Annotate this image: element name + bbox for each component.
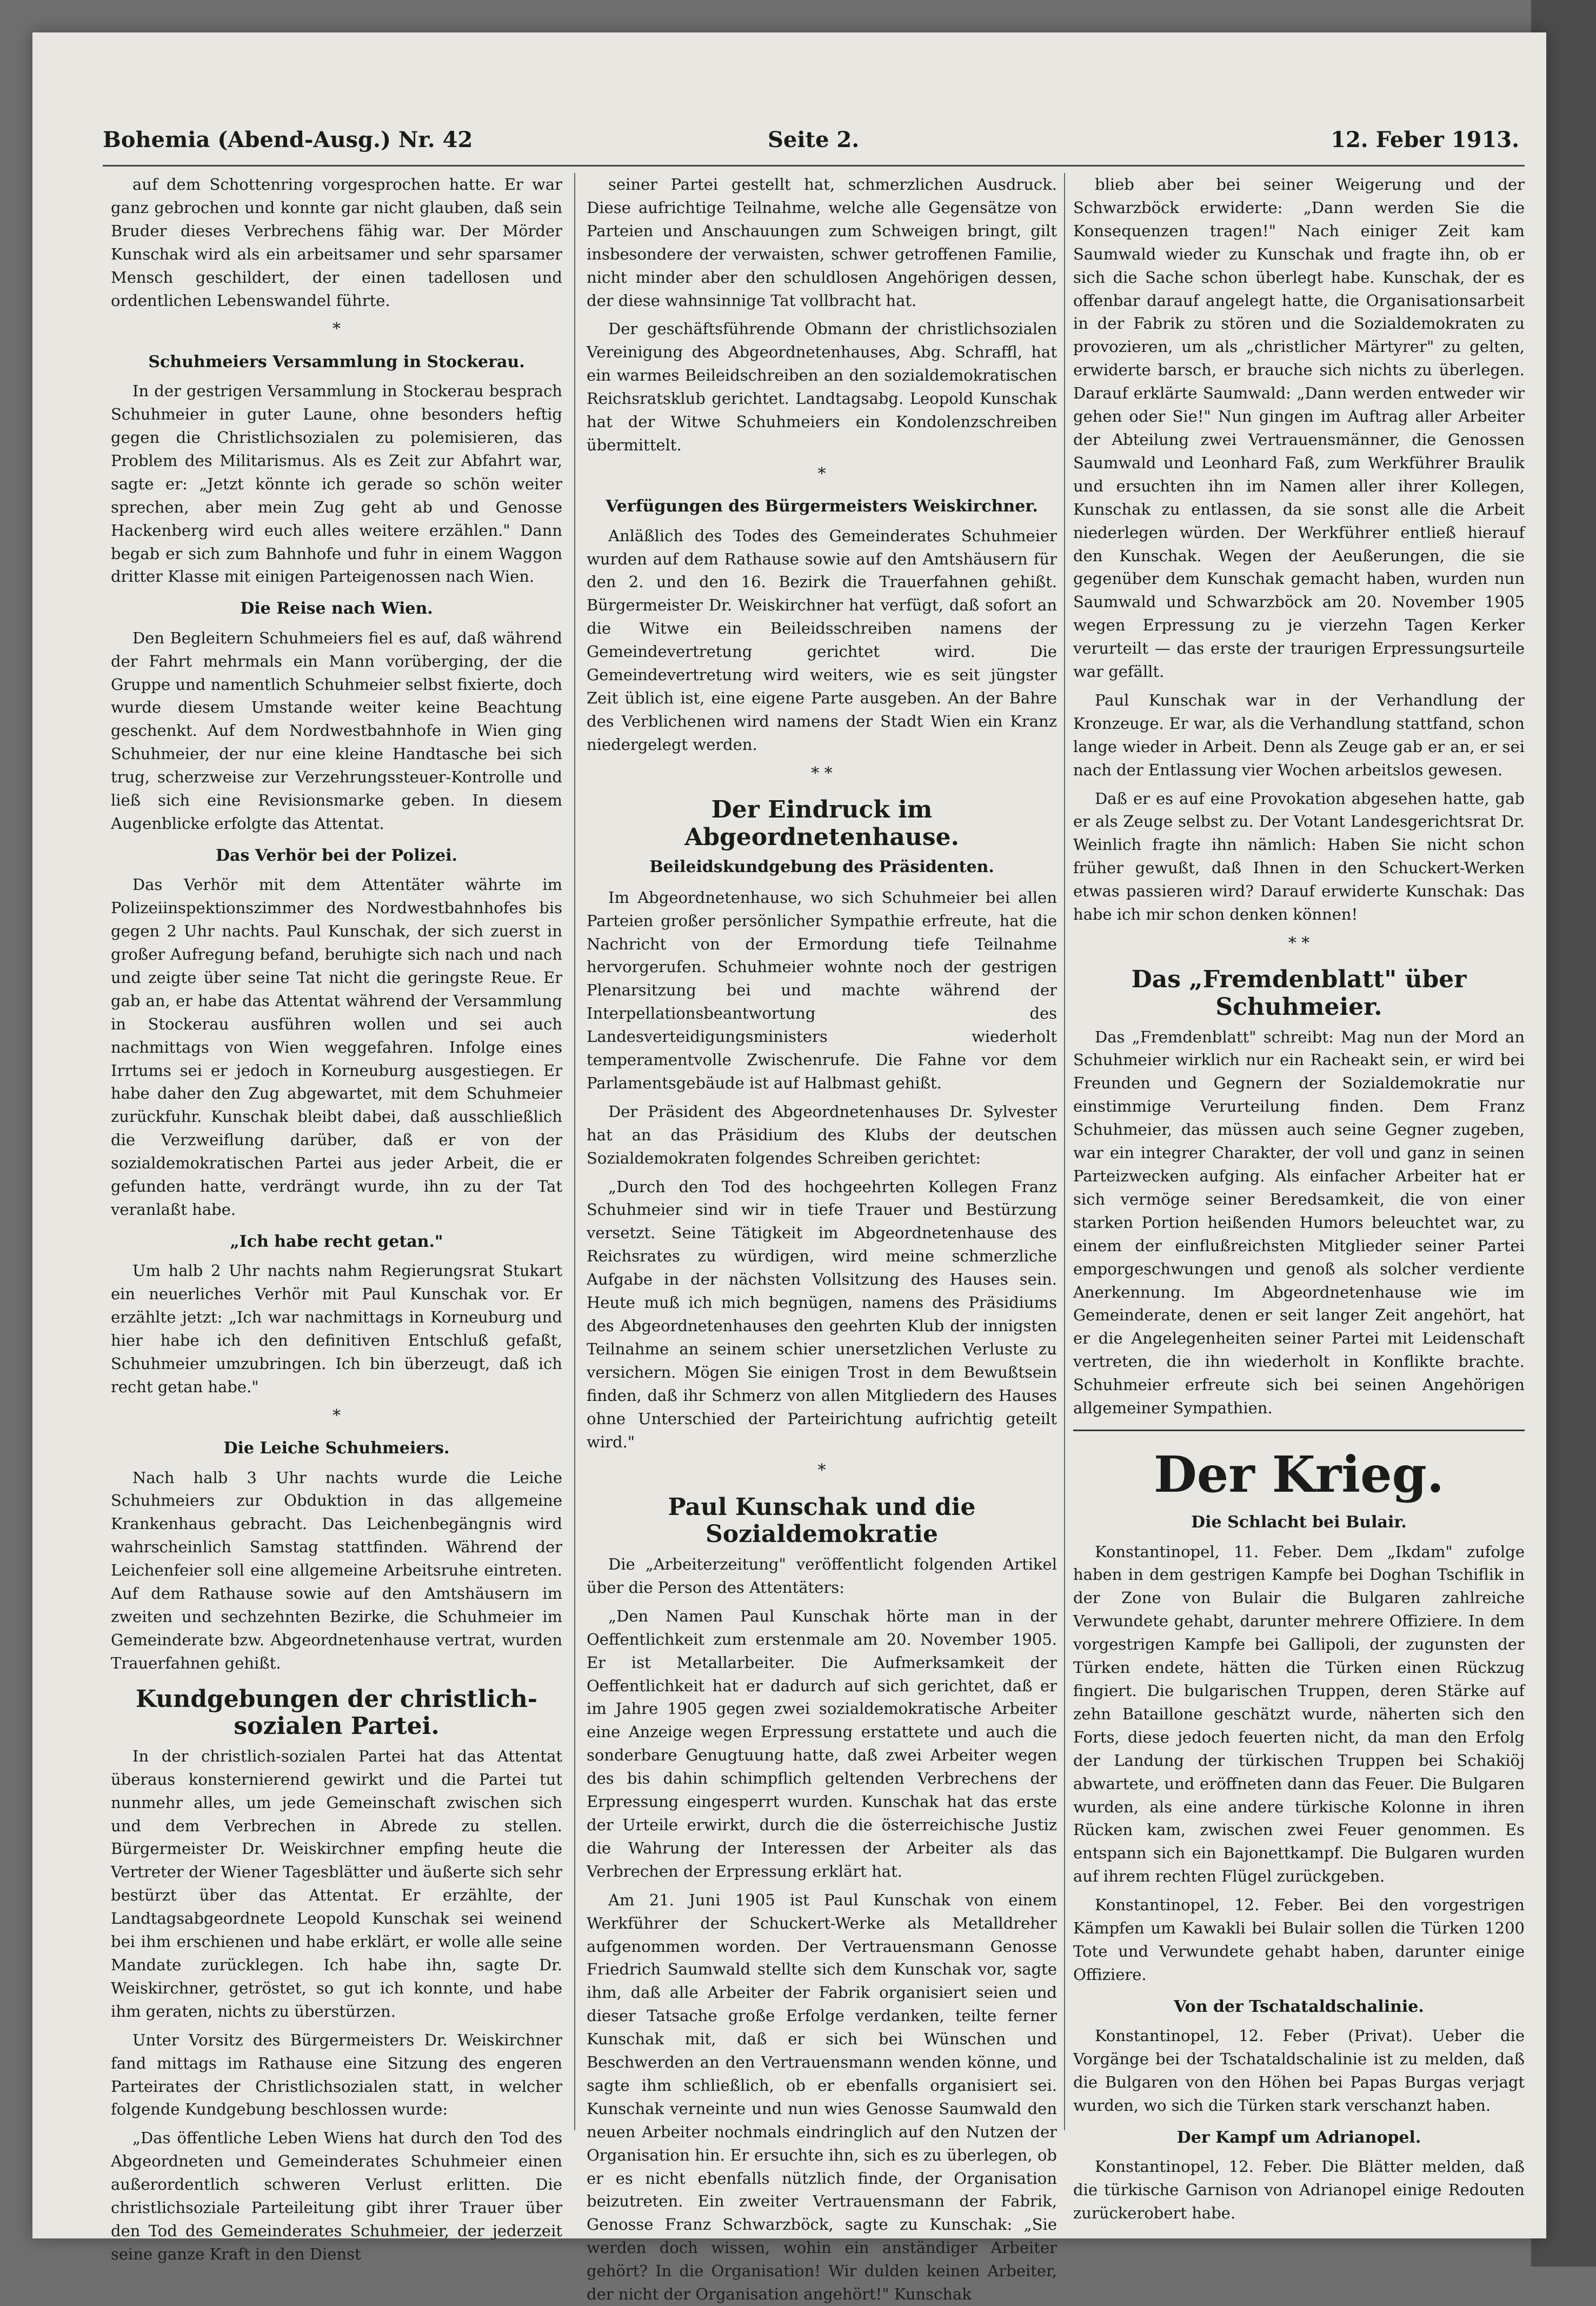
issue-date: 12. Feber 1913. [1331, 127, 1519, 152]
paragraph: Konstantinopel, 12. Feber. Bei den vorgestrigen Kämpfen um Kawakli bei Bulair sollen die Türken 1200 Tote und Verwundete gehabt haben, darunter einige Offiziere. [1073, 1896, 1525, 1984]
paragraph: Im Abgeordnetenhause, wo sich Schuhmeier bei allen Parteien großer persönlicher Sympathie erfreute, hat die Nachricht von der Ermordung tiefe Teilnahme hervorgerufen. Schuhmeier wohnte noch der gestrigen Plenarsitzung bei und machte während der Interpellationsbeantwortung des Landesverteidigungsministers wiederholt temperamentvolle Zwischenrufe. Die Fahne vor dem Parlamentsgebäude ist auf Halbmast gehißt. [587, 888, 1057, 1092]
headline-adrianopel: Der Kampf um Adrianopel. [1176, 2128, 1421, 2147]
headline-verfuegungen: Verfügungen des Bürgermeisters Weiskirchner. [606, 497, 1038, 516]
paragraph: Konstantinopel, 11. Feber. Dem „Ikdam" zufolge haben in dem gestrigen Kampfe bei Doghan Tschiflik in der Zone von Bulair die Bulgaren zahlreiche Verwundete gehabt, darunter mehrere Offiziere. In dem vorgestrigen Kampfe bei Gallipoli, der zugunsten der Türken endete, hätten die Türken einen Rückzug fingiert. Die bulgarischen Truppen, deren Stärke auf zehn Bataillone geschätzt wurde, näherten sich den Forts, diese jedoch feuerten nicht, da man den Erfolg der Landung der türkischen Truppen bei Schakiöj abwartete, und eröffneten dann das Feuer. Die Bulgaren wurden, als eine andere türkische Kolonne in ihren Rücken kam, zwischen zwei Feuer genommen. Es entspann sich ein Bajonettkampf. Die Bulgaren wurden auf ihrem rechten Flügel zurückgeben. [1073, 1542, 1525, 1886]
paragraph: Nach halb 3 Uhr nachts wurde die Leiche Schuhmeiers zur Obduktion in das allgemeine Krankenhaus gebracht. Das Leichenbegängnis wird wahrscheinlich Samstag stattfinden. Während der Leichenfeier soll eine allgemeine Arbeitsruhe eintreten. Auf dem Rathause sowie auf den Amtshäusern im zweiten und sechzehnten Bezirke, die Schuhmeier im Gemeinderate bzw. Abgeordnetenhause vertrat, wurden Trauerfahnen gehißt. [111, 1468, 562, 1672]
headline-leiche: Die Leiche Schuhmeiers. [223, 1439, 450, 1458]
paragraph: Die „Arbeiterzeitung" veröffentlicht folgenden Artikel über die Person des Attentäters: [587, 1555, 1057, 1597]
column-divider-1 [574, 173, 575, 2130]
masthead: Bohemia (Abend-Ausg.) Nr. 42 [103, 127, 473, 152]
paragraph: Das „Fremdenblatt" schreibt: Mag nun der Mord an Schuhmeier wirklich nur ein Racheakt sein, er wird bei Freunden und Gegnern der Sozialdemokratie nur einstimmige Verurteilung finden. Dem Franz Schuhmeier, das müssen auch seine Gegner zugeben, war ein integrer Charakter, der voll und ganz in seinen Parteizwecken aufging. Als einfacher Arbeiter hat er sich vermöge seiner Beredsamkeit, die von einer starken Portion heißenden Humors beleuchtet war, zu einem der einflußreichsten Mitglieder seiner Partei emporgeschwungen und genoß als solcher verdiente Anerkennung. Im Abgeordnetenhause wie im Gemeinderate, denen er seit langer Zeit angehört, hat er die Angelegenheiten seiner Partei mit Leidenschaft vertreten, die ihn wiederholt in Konflikte brachte. Schuhmeier erfreute sich bei seinen Angehörigen allgemeiner Sympathien. [1073, 1027, 1525, 1418]
separator: * [817, 464, 826, 483]
paragraph: Konstantinopel, 12. Feber. Die Blätter melden, daß die türkische Garnison von Adrianopel einige Redouten zurückerobert habe. [1073, 2157, 1525, 2222]
headline-kundgebungen: Kundgebungen der christlich-sozialen Partei. [135, 1685, 538, 1740]
paragraph: Daß er es auf eine Provokation abgesehen hatte, gab er als Zeuge selbst zu. Der Votant Landesgerichtsrat Dr. Weinlich fragte ihn nämlich: Haben Sie nicht schon früher gewußt, daß Ihnen in den Schuckert-Werken etwas passieren wird? Darauf erwiderte Kunschak: Das habe ich mir schon denken können! [1073, 789, 1525, 924]
paragraph: „Den Namen Paul Kunschak hörte man in der Oeffentlichkeit zum erstenmale am 20. November 1905. Er ist Metallarbeiter. Die Aufmerksamkeit der Oeffentlichkeit hat er dadurch auf sich gerichtet, daß er im Jahre 1905 gegen zwei sozialdemokratische Arbeiter eine Anzeige wegen Erpressung erstattete und auch die sonderbare Genugtuung hatte, daß zwei Arbeiter wegen des bis dahin schimpflich geltenden Verbrechens der Erpressung eingesperrt wurden. Kunschak hat das erste der Urteile erwirkt, durch die die österreichische Justiz die Wahrung der Interessen der Arbeiter als das Verbrechen der Erpressung erklärt hat. [587, 1606, 1057, 1880]
paragraph: Der geschäftsführende Obmann der christlichsozialen Vereinigung des Abgeordnetenhauses, Abg. Schraffl, hat ein warmes Beileidschreiben an den sozialdemokratischen Reichsratsklub gerichtet. Landtagsabg. Leopold Kunschak hat der Witwe Schuhmeiers ein Kondolenzschreiben übermittelt. [587, 320, 1057, 454]
headline-tschataldscha: Von der Tschataldschalinie. [1174, 1997, 1424, 2016]
separator: * [332, 320, 341, 339]
headline-fremdenblatt: Das „Fremdenblatt" über Schuhmeier. [1131, 966, 1467, 1021]
paragraph: „Das öffentliche Leben Wiens hat durch den Tod des Abgeordneten und Gemeinderates Schuhmeier einen außerordentlich schweren Verlust erlitten. Die christlichsoziale Parteileitung gibt ihrer Trauer über den Tod des Gemeinderates Schuhmeier, der jederzeit seine ganze Kraft in den Dienst [111, 2129, 562, 2263]
paragraph: Der Präsident des Abgeordnetenhauses Dr. Sylvester hat an das Präsidium des Klubs der deutschen Sozialdemokraten folgendes Schreiben gerichtet: [587, 1102, 1057, 1167]
headline-reise: Die Reise nach Wien. [240, 599, 433, 619]
paragraph: seiner Partei gestellt hat, schmerzlichen Ausdruck. Diese aufrichtige Teilnahme, welche alle Gegensätze von Parteien und Anschauungen zum Schweigen bringt, gilt insbesondere der verwaisten, schwer getroffenen Familie, nicht minder aber den schuldlosen Angehörigen dessen, der diese wahnsinnige Tat vollbracht hat. [587, 175, 1057, 310]
separator: * [332, 1406, 341, 1425]
separator: * [817, 1461, 826, 1480]
column-3 [1073, 173, 1525, 2222]
paragraph: Am 21. Juni 1905 ist Paul Kunschak von einem Werkführer der Schuckert-Werke als Metalldreher aufgenommen worden. Der Vertrauensmann Genosse Friedrich Saumwald stellte sich dem Kunschak vor, sagte ihm, daß alle Arbeiter der Fabrik organisiert seien und dieser Tatsache große Erfolge verdanken, teilte ferner Kunschak mit, daß er sich bei Wünschen und Beschwerden an den Vertrauensmann wenden könne, und sagte ihm schließlich, ob er ebenfalls organisiert sei. Kunschak verneinte und nun wies Genosse Saumwald den neuen Arbeiter nochmals eindringlich auf den Nutzen der Organisation hin. Er ersuchte ihn, sich es zu überlegen, ob er es nicht ebenfalls nützlich finde, der Organisation beizutreten. Ein zweiter Vertrauensmann der Fabrik, Genosse Franz Schwarzböck, sagte zu Kunschak: „Sie werden doch wissen, wohin ein anständiger Arbeiter gehört? In die Organisation! Wir dulden keinen Arbeiter, der nicht der Organisation angehört!" Kunschak [587, 1890, 1057, 2304]
headline-kunschak: Paul Kunschak und die Sozialdemokratie [668, 1493, 976, 1549]
column-divider-2 [1064, 173, 1065, 2130]
headline-eindruck: Der Eindruck im Abgeordnetenhause. [684, 796, 959, 851]
paragraph: auf dem Schottenring vorgesprochen hatte. Er war ganz gebrochen und konnte gar nicht glauben, daß sein Bruder dieses Verbrechens fähig war. Der Mörder Kunschak wird als ein arbeitsamer und sehr sparsamer Mensch geschildert, der einen tadellosen und ordentlichen Lebenswandel führte. [111, 175, 562, 310]
subheadline-beileid: Beileidskundgebung des Präsidenten. [649, 858, 994, 877]
header-rule [103, 165, 1525, 167]
page-header [103, 116, 1519, 160]
paragraph: Um halb 2 Uhr nachts nahm Regierungsrat Stukart ein neuerliches Verhör mit Paul Kunschak vor. Er erzählte jetzt: „Ich war nachmittags in Korneuburg und hier habe ich den definitiven Entschluß gefaßt, Schuhmeier umzubringen. Ich bin überzeugt, daß ich recht getan habe." [111, 1261, 562, 1396]
column-1 [111, 173, 562, 2263]
paragraph: Das Verhör mit dem Attentäter währte im Polizeiinspektionszimmer des Nordwestbahnhofes bis gegen 2 Uhr nachts. Paul Kunschak, der sich zuerst in großer Aufregung befand, beruhigte sich nach und nach und zeigte über seine Tat nicht die geringste Reue. Er gab an, er habe das Attentat während der Versammlung in Stockerau ausführen wollen und sei auch nachmittags von Wien weggefahren. Infolge eines Irrtums sei er jedoch in Korneuburg ausgestiegen. Er habe daher den Zug abgewartet, mit dem Schuhmeier zurückfuhr. Kunschak bleibt dabei, daß ausschließlich die Verzweiflung darüber, daß er von der sozialdemokratischen Partei aus jeder Arbeit, die er gefunden hatte, verdrängt wurde, ihn zu der Tat veranlaßt habe. [111, 875, 562, 1219]
headline-stockerau: Schuhmeiers Versammlung in Stockerau. [148, 352, 525, 371]
column-2 [587, 173, 1057, 2304]
paragraph: In der gestrigen Versammlung in Stockerau besprach Schuhmeier in guter Laune, ohne besonders heftig gegen die Christlichsozialen zu polemisieren, das Problem des Militarismus. Als es Zeit zur Abfahrt war, sagte er: „Jetzt könnte ich gerade so schön weiter sprechen, aber mein Zug geht ab und Genosse Hackenberg wird euch alles weitere erzählen." Dann begab er sich zum Bahnhofe und fuhr in einem Waggon dritter Klasse mit einigen Parteigenossen nach Wien. [111, 382, 562, 586]
paragraph: Unter Vorsitz des Bürgermeisters Dr. Weiskirchner fand mittags im Rathause eine Sitzung des engeren Parteirates der Christlichsozialen statt, in welcher folgende Kundgebung beschlossen wurde: [111, 2030, 562, 2119]
paragraph: „Durch den Tod des hochgeehrten Kollegen Franz Schuhmeier sind wir in tiefe Trauer und Bestürzung versetzt. Seine Tätigkeit im Abgeordnetenhause des Reichsrates zu würdigen, wird meine schmerzliche Aufgabe in der nächsten Vollsitzung des Hauses sein. Heute muß ich mich begnügen, namens des Präsidiums des Abgeordnetenhauses den geehrten Klub der innigsten Teilnahme an seinem schier unersetzlichen Verluste zu versichern. Mögen Sie einigen Trost in dem Bewußtsein finden, daß ihr Schmerz von allen Mitgliedern des Hauses ohne Unterschied der Parteirichtung aufrichtig geteilt wird." [587, 1177, 1057, 1451]
paragraph: Den Begleitern Schuhmeiers fiel es auf, daß während der Fahrt mehrmals ein Mann vorüberging, der die Gruppe und namentlich Schuhmeier selbst fixierte, doch wurde diesem Umstande weiter keine Beachtung geschenkt. Auf dem Nordwestbahnhofe in Wien ging Schuhmeier, der nur eine kleine Handtasche bei sich trug, scherzweise zur Verzehrungssteuer-Kontrolle und ließ sich eine Revisionsmarke geben. In diesem Augenblicke erfolgte das Attentat. [111, 628, 562, 833]
headline-bulair: Die Schlacht bei Bulair. [1191, 1513, 1407, 1532]
paragraph: blieb aber bei seiner Weigerung und der Schwarzböck erwiderte: „Dann werden Sie die Konsequenzen tragen!" Nach einiger Zeit kam Saumwald wieder zu Kunschak und fragte ihn, ob er sich die Sache schon überlegt habe. Kunschak, der es offenbar darauf angelegt hatte, die Organisationsarbeit in der Fabrik zu stören und die Sozialdemokraten zu provozieren, um als „christlicher Märtyrer" zu gelten, erwiderte barsch, er brauche sich nichts zu überlegen. Darauf erklärte Saumwald: „Dann werden entweder wir gehen oder Sie!" Nun gingen im Auftrag aller Arbeiter der Abteilung zwei Vertrauensmänner, die Genossen Saumwald und Leonhard Faß, zum Werkführer Braulik und ersuchten ihn im Namen aller ihrer Kollegen, Kunschak zu entlassen, da sie sonst alle die Arbeit niederlegen würden. Der Werkführer entließ hierauf den Kunschak. Wegen der Aeußerungen, die sie gegenüber dem Kunschak gemacht haben, wurden nun Saumwald und Schwarzböck am 20. November 1905 wegen Erpressung zu je vierzehn Tagen Kerker verurteilt — das erste der traurigen Erpressungsurteile war gefällt. [1073, 175, 1525, 681]
section-rule [1073, 1430, 1525, 1431]
separator: * * [1288, 934, 1310, 953]
separator: * * [811, 763, 833, 783]
headline-krieg: Der Krieg. [1153, 1445, 1445, 1504]
page-number: Seite 2. [768, 127, 860, 152]
paragraph: Paul Kunschak war in der Verhandlung der Kronzeuge. Er war, als die Verhandlung stattfand, schon lange wieder in Arbeit. Denn als Zeuge gab er an, er sei nach der Entlassung vier Wochen arbeitslos gewesen. [1073, 690, 1525, 779]
paragraph: In der christlich-sozialen Partei hat das Attentat überaus konsternierend gewirkt und die Partei tut nunmehr alles, um jede Gemeinschaft zwischen sich und dem Verbrechen in Abrede zu stellen. Bürgermeister Dr. Weiskirchner empfing heute die Vertreter der Wiener Tagesblätter und äußerte sich sehr bestürzt über das Attentat. Er erzählte, der Landtagsabgeordnete Leopold Kunschak sei weinend bei ihm erschienen und habe erklärt, er wolle alle seine Mandate zurücklegen. Ich habe ihn, sagte Dr. Weiskirchner, getröstet, so gut ich konnte, und habe ihm geraten, nichts zu überstürzen. [111, 1746, 562, 2021]
paragraph: Konstantinopel, 12. Feber (Privat). Ueber die Vorgänge bei der Tschataldschalinie ist zu melden, daß die Bulgaren von den Höhen bei Papas Burgas verjagt wurden, wo sich die Türken stark verschanzt haben. [1073, 2026, 1525, 2115]
headline-recht: „Ich habe recht getan." [230, 1232, 443, 1251]
headline-verhoer: Das Verhör bei der Polizei. [215, 846, 457, 865]
paragraph: Anläßlich des Todes des Gemeinderates Schuhmeier wurden auf dem Rathause sowie auf den Amtshäusern für den 2. und den 16. Bezirk die Trauerfahnen gehißt. Bürgermeister Dr. Weiskirchner hat verfügt, daß sofort an die Witwe ein Beileidsschreiben namens der Gemeindevertretung gerichtet wird. Die Gemeindevertretung wird weiters, wie es seit jüngster Zeit üblich ist, eine eigene Parte ausgeben. An der Bahre des Verblichenen wird namens der Stadt Wien ein Kranz niedergelegt werden. [587, 526, 1057, 754]
